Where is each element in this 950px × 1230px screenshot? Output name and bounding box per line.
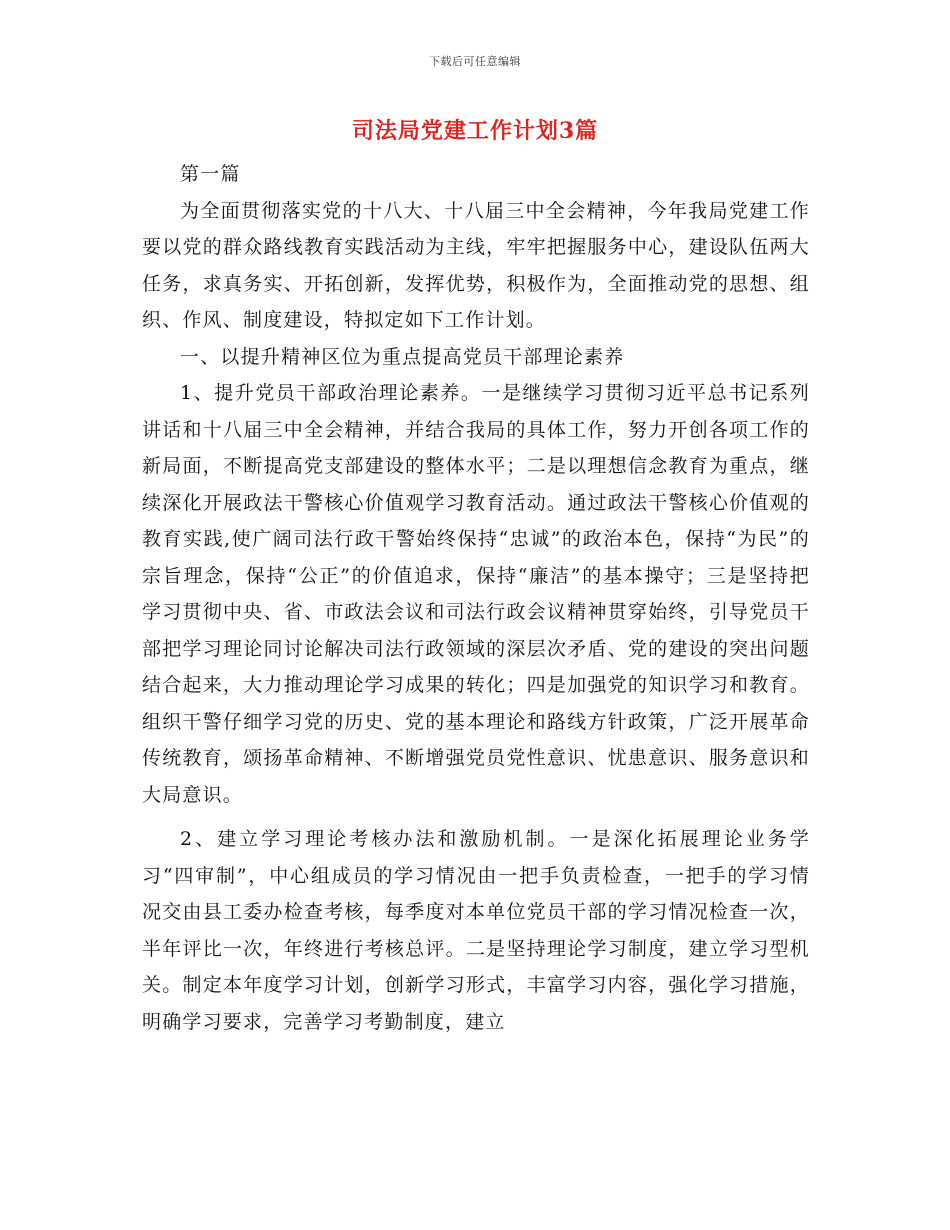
paragraph-intro: 为全面贯彻落实党的十八大、十八届三中全会精神，今年我局党建工作要以党的群众路线教育实践活动为主线，牢牢把握服务中心，建设队伍两大任务，求真务实、开拓创新，发挥优势，积极作为，全面推动党的思想、组织、作风、制度建设，特拟定如下工作计划。 (142, 199, 810, 331)
paragraph-item-1: 1、提升党员干部政治理论素养。一是继续学习贯彻习近平总书记系列讲话和十八届三中全会精神，并结合我局的具体工作，努力开创各项工作的新局面，不断提高党支部建设的整体水平；二是以理想信念教育为重点，继续深化开展政法干警核心价值观学习教育活动。通过政法干警核心价值观的教育实践,使广阔司法行政干警始终保持“忠诚”的政治本色，保持“为民”的宗旨理念，保持“公正”的价值追求，保持“廉洁”的基本操守；三是坚持把学习贯彻中央、省、市政法会议和司法行政会议精神贯穿始终，引导党员干部把学习理论同讨论解决司法行政领域的深层次矛盾、党的建设的突出问题结合起来，大力推动理论学习成果的转化；四是加强党的知识学习和教育。组织干警仔细学习党的历史、党的基本理论和路线方针政策，广泛开展革命传统教育，颂扬革命精神、不断增强党员党性意识、忧患意识、服务意识和大局意识。 (142, 382, 810, 806)
document-title: 司法局党建工作计划3篇 (351, 118, 599, 144)
section-label: 第一篇 (180, 163, 241, 185)
paragraph-item-2: 2、建立学习理论考核办法和激励机制。一是深化拓展理论业务学习“四审制”，中心组成员的学习情况由一把手负责检查，一把手的学习情况交由县工委办检查考核，每季度对本单位党员干部的学习情况检查一次，半年评比一次，年终进行考核总评。二是坚持理论学习制度，建立学习型机关。制定本年度学习计划，创新学习形式，丰富学习内容，强化学习措施，明确学习要求，完善学习考勤制度，建立 (142, 828, 810, 1033)
header-note: 下载后可任意编辑 (429, 55, 521, 68)
section-heading: 一、以提升精神区位为重点提高党员干部理论素养 (180, 345, 625, 368)
document-body (142, 156, 810, 1040)
